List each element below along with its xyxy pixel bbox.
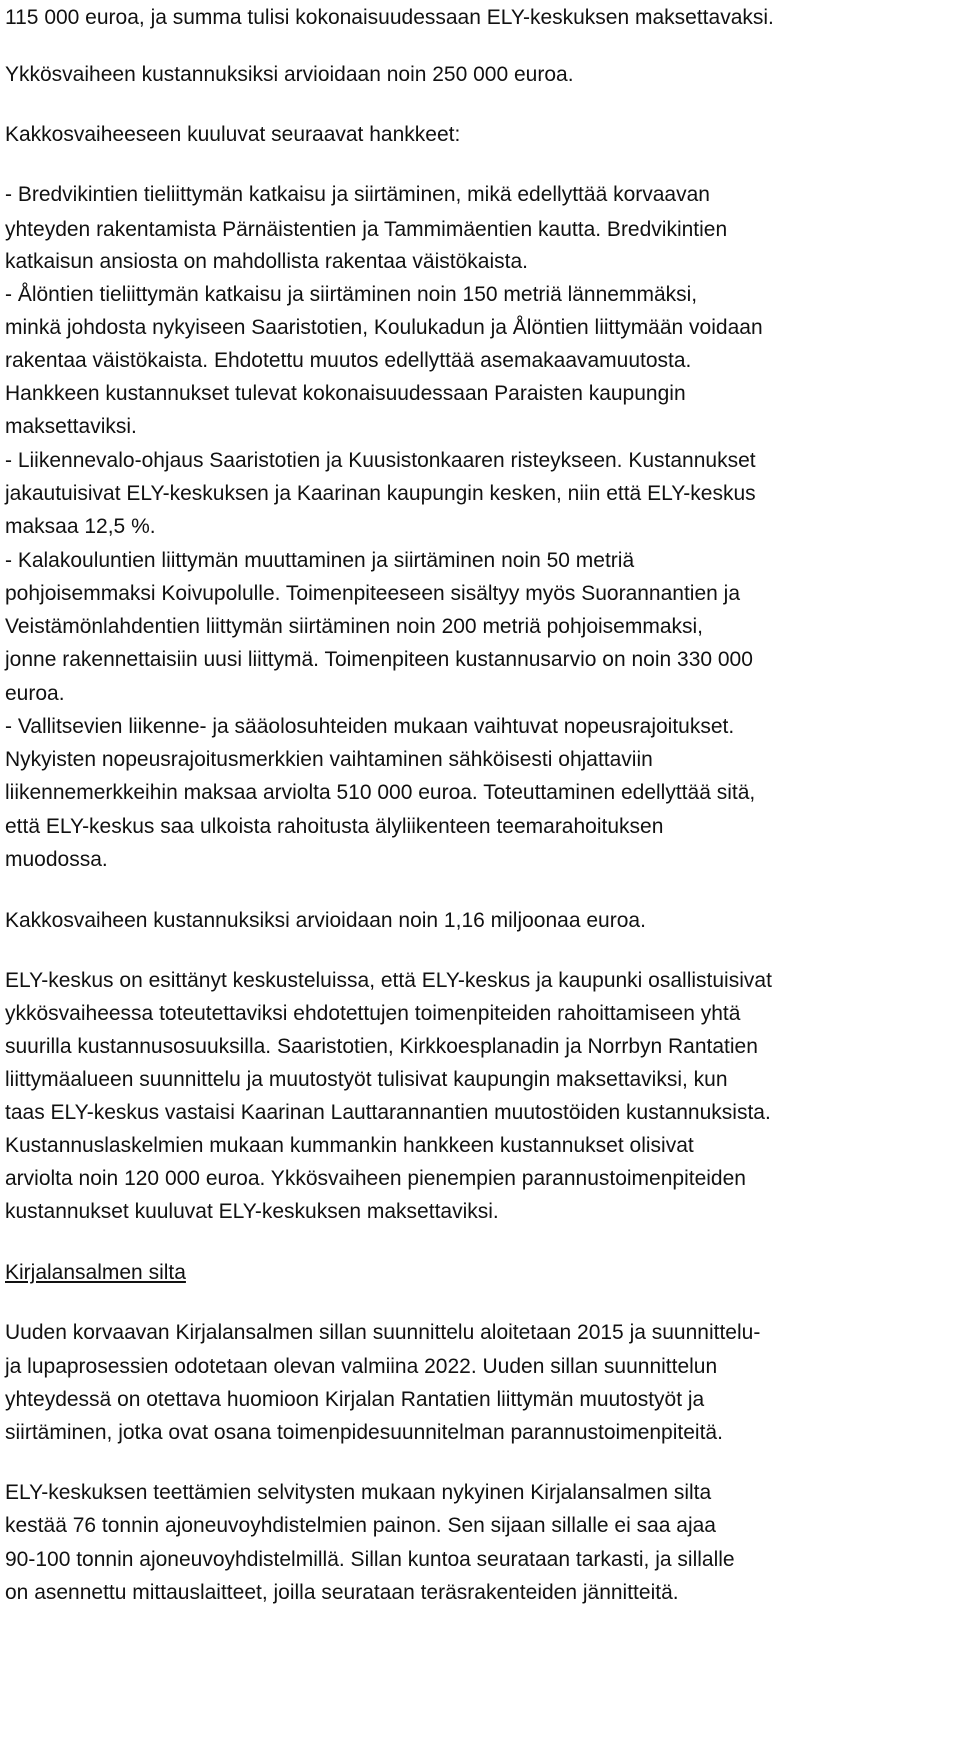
- text-line: - Ålöntien tieliittymän katkaisu ja siirtäminen noin 150 metriä lännemmäksi,: [5, 283, 698, 306]
- text-line: rakentaa väistökaista. Ehdotettu muutos edellyttää asemakaavamuutosta.: [5, 349, 692, 372]
- text-line: - Bredvikintien tieliittymän katkaisu ja siirtäminen, mikä edellyttää korvaavan: [5, 183, 710, 206]
- text-line: ELY-keskus on esittänyt keskusteluissa, että ELY-keskus ja kaupunki osallistuisivat: [5, 969, 772, 992]
- text-line: Ykkösvaiheen kustannuksiksi arvioidaan noin 250 000 euroa.: [5, 63, 574, 86]
- text-line: pohjoisemmaksi Koivupolulle. Toimenpiteeseen sisältyy myös Suorannantien ja: [5, 582, 741, 605]
- text-line: Veistämönlahdentien liittymän siirtäminen noin 200 metriä pohjoisemmaksi,: [5, 615, 704, 638]
- text-line: suurilla kustannusosuuksilla. Saaristotien, Kirkkoesplanadin ja Norrbyn Rantatien: [5, 1035, 758, 1058]
- text-line: maksaa 12,5 %.: [5, 515, 156, 538]
- text-line: kestää 76 tonnin ajoneuvoyhdistelmien painon. Sen sijaan sillalle ei saa ajaa: [5, 1514, 716, 1537]
- text-line: ELY-keskuksen teettämien selvitysten mukaan nykyinen Kirjalansalmen silta: [5, 1481, 712, 1504]
- text-line: 90-100 tonnin ajoneuvoyhdistelmillä. Sillan kuntoa seurataan tarkasti, ja sillalle: [5, 1548, 735, 1571]
- text-line: Nykyisten nopeusrajoitusmerkkien vaihtaminen sähköisesti ohjattaviin: [5, 748, 653, 771]
- text-line: euroa.: [5, 682, 65, 705]
- text-line: - Vallitsevien liikenne- ja sääolosuhteiden mukaan vaihtuvat nopeusrajoitukset.: [5, 715, 735, 738]
- text-line: että ELY-keskus saa ulkoista rahoitusta älyliikenteen teemarahoituksen: [5, 815, 664, 838]
- text-line: kustannukset kuuluvat ELY-keskuksen maksettaviksi.: [5, 1200, 499, 1223]
- text-line: katkaisun ansiosta on mahdollista rakentaa väistökaista.: [5, 250, 528, 273]
- text-line: - Liikennevalo-ohjaus Saaristotien ja Kuusistonkaaren risteykseen. Kustannukset: [5, 449, 756, 472]
- text-line: liikennemerkkeihin maksaa arviolta 510 000 euroa. Toteuttaminen edellyttää sitä,: [5, 781, 756, 804]
- text-line: - Kalakouluntien liittymän muuttaminen ja siirtäminen noin 50 metriä: [5, 549, 635, 572]
- text-line: muodossa.: [5, 848, 108, 871]
- text-line: Kakkosvaiheen kustannuksiksi arvioidaan noin 1,16 miljoonaa euroa.: [5, 909, 646, 932]
- text-line: siirtäminen, jotka ovat osana toimenpidesuunnitelman parannustoimenpiteitä.: [5, 1421, 723, 1444]
- text-line: yhteydessä on otettava huomioon Kirjalan Rantatien liittymän muutostyöt ja: [5, 1388, 705, 1411]
- text-line: Kakkosvaiheeseen kuuluvat seuraavat hankkeet:: [5, 123, 461, 146]
- text-line: jonne rakennettaisiin uusi liittymä. Toimenpiteen kustannusarvio on noin 330 000: [5, 648, 753, 671]
- text-line: liittymäalueen suunnittelu ja muutostyöt tulisivat kaupungin maksettaviksi, kun: [5, 1068, 728, 1091]
- section-heading: Kirjalansalmen silta: [5, 1261, 186, 1284]
- text-line: 115 000 euroa, ja summa tulisi kokonaisuudessaan ELY-keskuksen maksettavaksi.: [5, 6, 774, 29]
- text-line: taas ELY-keskus vastaisi Kaarinan Lauttarannantien muutostöiden kustannuksista.: [5, 1101, 771, 1124]
- text-line: on asennettu mittauslaitteet, joilla seurataan teräsrakenteiden jännitteitä.: [5, 1581, 679, 1604]
- text-line: maksettaviksi.: [5, 415, 137, 438]
- text-line: yhteyden rakentamista Pärnäistentien ja Tammimäentien kautta. Bredvikintien: [5, 218, 728, 241]
- text-line: Kustannuslaskelmien mukaan kummankin hankkeen kustannukset olisivat: [5, 1134, 694, 1157]
- text-line: arviolta noin 120 000 euroa. Ykkösvaiheen pienempien parannustoimenpiteiden: [5, 1167, 746, 1190]
- text-line: Hankkeen kustannukset tulevat kokonaisuudessaan Paraisten kaupungin: [5, 382, 686, 405]
- text-line: Uuden korvaavan Kirjalansalmen sillan suunnittelu aloitetaan 2015 ja suunnittelu-: [5, 1321, 761, 1344]
- text-line: minkä johdosta nykyiseen Saaristotien, Koulukadun ja Ålöntien liittymään voidaan: [5, 316, 763, 339]
- text-line: ja lupaprosessien odotetaan olevan valmiina 2022. Uuden sillan suunnittelun: [5, 1355, 718, 1378]
- text-line: ykkösvaiheessa toteutettaviksi ehdotettujen toimenpiteiden rahoittamiseen yhtä: [5, 1002, 741, 1025]
- text-line: jakautuisivat ELY-keskuksen ja Kaarinan kaupungin kesken, niin että ELY-keskus: [5, 482, 756, 505]
